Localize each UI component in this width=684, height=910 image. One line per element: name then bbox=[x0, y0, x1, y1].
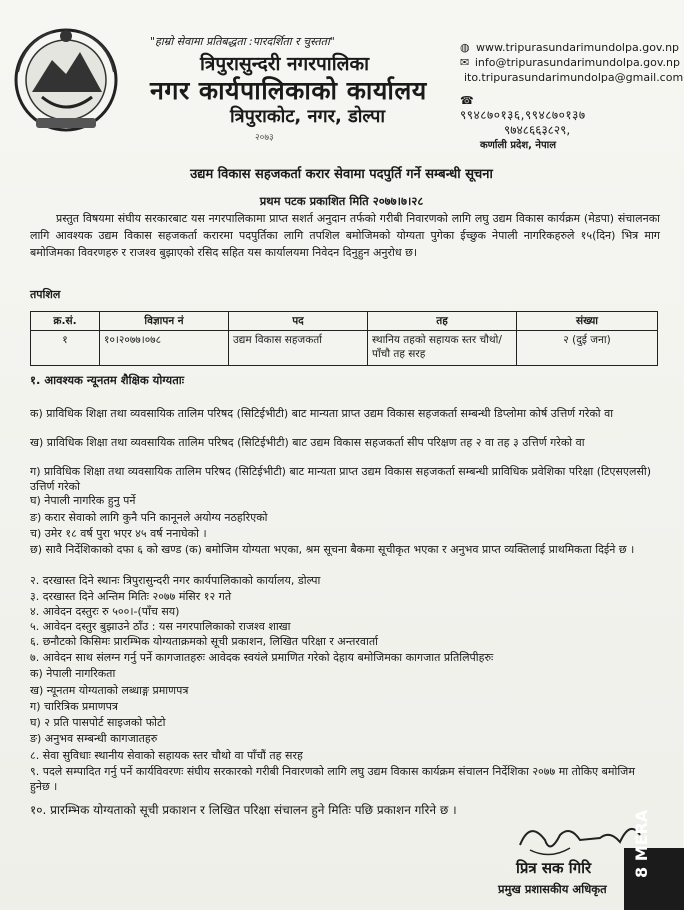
list-item: ङ) अनुभव सम्बन्धी कागजातहरु bbox=[30, 732, 158, 745]
phone-numbers-2: ९७४८६६३८२९, bbox=[504, 123, 571, 137]
list-item: ग) प्राविधिक शिक्षा तथा व्यवसायिक तालिम परिषद (सिटिईभीटी) बाट मान्यता प्राप्त उद्यम विकास सहजकर्ता सम्बन्धी प्राविधिक प्रवेशिका परिक्षा (टिएसएलसी) उत्तिर्ण गरेको bbox=[30, 465, 652, 493]
phone-icon: ☎ bbox=[460, 94, 474, 107]
col-level: तह bbox=[368, 312, 517, 331]
globe-icon: ◍ bbox=[460, 41, 470, 54]
cell-post: उद्यम विकास सहजकर्ता bbox=[229, 331, 368, 366]
table-row bbox=[31, 331, 658, 366]
municipality-name: त्रिपुरासुन्दरी नगरपालिका bbox=[200, 53, 370, 75]
list-item: च) उमेर १८ वर्ष पुरा भएर ४५ वर्ष ननाघेको । bbox=[30, 527, 207, 540]
list-item: ६. छनौटको किसिमः प्रारम्भिक योग्यताक्रमको सूची प्रकाशन, लिखित परिक्षा र अन्तरवार्ता bbox=[30, 635, 378, 648]
camera-watermark bbox=[624, 809, 684, 910]
list-item: ३. दरखास्त दिने अन्तिम मितिः २०७७ मंसिर १२ गते bbox=[30, 590, 232, 603]
motto: "हाम्रो सेवामा प्रतिबद्धता :पारदर्शिता र चुस्तता" bbox=[150, 35, 335, 48]
list-item: ङ) करार सेवाको लागि कुनै पनि कानूनले अयोग्य नठहरिएको bbox=[30, 511, 268, 524]
intro-paragraph: प्रस्तुत विषयमा संघीय सरकारबाट यस नगरपालिकामा प्राप्त सशर्त अनुदान तर्फको गरीबी निवारणको लागि लघु उद्यम विकास कार्यक्रम (मेडपा) संचालनका लागि आवश्यक उद्यम विकास सहजकर्ता करारमा पदपुर्तिका लागि तपशिल बमोजिमको योग्यता पुगेका ईच्छुक नेपाली नागरिकहरुले १५(दिन) भित्र माग बमोजिमका विवरणहरु र राजश्व बुझाएको रसिद सहित यस कार्यालयमा निवेदन दिनुहुन अनुरोध छ। bbox=[30, 212, 660, 259]
list-item: घ) नेपाली नागरिक हुनु पर्ने bbox=[30, 494, 136, 507]
office-address: त्रिपुराकोट, नगर, डोल्पा bbox=[230, 106, 385, 127]
list-item: ख) न्यूनतम योग्यताको लब्धाङ्ग प्रमाणपत्र bbox=[30, 684, 189, 697]
province: कर्णाली प्रदेश, नेपाल bbox=[480, 140, 557, 151]
list-item: छ) सावै निर्देशिकाको दफा ६ को खण्ड (क) बमोजिम योग्यता भएका, श्रम सूचना बैकमा सूचीकृत भएका र अनुभव प्राप्त व्यक्तिलाई प्राथमिकता दिईने छ । bbox=[30, 543, 635, 556]
list-item: ग) चारित्रिक प्रमाणपत्र bbox=[30, 700, 118, 713]
phone-numbers: ९९४८७०१३६,९९४८७०१३७ bbox=[460, 108, 586, 122]
email-link-2[interactable]: ito.tripurasundarimundolpa@gmail.com bbox=[464, 71, 684, 84]
list-item: १०. प्रारम्भिक योग्यताको सूची प्रकाशन र लिखित परिक्षा संचालन हुने मितिः पछि प्रकाशन गरिने छ । bbox=[30, 803, 457, 817]
list-item: २. दरखास्त दिने स्थानः त्रिपुरासुन्दरी नगर कार्यपालिकाको कार्यालय, डोल्पा bbox=[30, 574, 321, 587]
list-item: क) नेपाली नागरिकता bbox=[30, 667, 116, 680]
signatory-name: प्रित्र सक गिरि bbox=[516, 859, 592, 877]
list-item: क) प्राविधिक शिक्षा तथा व्यवसायिक तालिम परिषद (सिटिईभीटी) बाट मान्यता प्राप्त उद्यम विकास सहजकर्ता सम्बन्धी डिप्लोमा कोर्ष उत्तिर्ण गरेको वा bbox=[30, 407, 614, 420]
website-link[interactable]: www.tripurasundarimundolpa.gov.np bbox=[476, 41, 680, 54]
email-icon: ✉ bbox=[460, 56, 470, 69]
office-name: नगर कार्यपालिकाको कार्यालय bbox=[150, 76, 427, 105]
vacancy-table bbox=[30, 311, 658, 366]
col-sn: क्र.सं. bbox=[31, 312, 100, 331]
published-date: प्रथम पटक प्रकाशित मिति २०७७।७।२८ bbox=[259, 194, 424, 208]
details-label: तपशिल bbox=[30, 288, 61, 301]
signatory-title: प्रमुख प्रशासकीय अधिकृत bbox=[498, 882, 607, 896]
list-item: ख) प्राविधिक शिक्षा तथा व्यवसायिक तालिम परिषद (सिटिईभीटी) बाट उद्यम विकास सहजकर्ता सीप परिक्षण तह २ वा तह ३ उत्तिर्ण गरेको वा bbox=[30, 436, 585, 449]
cell-count: २ (दुई जना) bbox=[517, 331, 658, 366]
list-item: ७. आवेदन साथ संलग्न गर्नु पर्ने कागजातहरुः आवेदक स्वयंले प्रमाणित गरेको देहाय बमोजिमका कागजात प्रतिलिपीहरुः bbox=[30, 651, 494, 664]
list-item: ४. आवेदन दस्तुरः रु ५००।-(पाँच सय) bbox=[30, 605, 180, 618]
list-item: ८. सेवा सुविधाः स्थानीय सेवाको सहायक स्तर चौथो वा पाँचौं तह सरह bbox=[30, 749, 303, 762]
cell-level: स्थानिय तहको सहायक स्तर चौथो/ पाँचौ तह सरह bbox=[368, 331, 517, 366]
list-item: ५. आवेदन दस्तुर बुझाउने ठाँउ : यस नगरपालिकाको राजश्व शाखा bbox=[30, 620, 291, 633]
col-ad-no: विज्ञापन नं bbox=[100, 312, 229, 331]
col-post: पद bbox=[229, 312, 368, 331]
email-link[interactable]: info@tripurasundarimundolpa.gov.np bbox=[474, 56, 680, 69]
notice-title: उद्यम विकास सहजकर्ता करार सेवामा पदपुर्ति गर्ने सम्बन्धी सूचना bbox=[190, 167, 493, 182]
stamp-year: २०७३ bbox=[255, 133, 274, 143]
list-item: ९. पदले सम्पादित गर्नु पर्ने कार्यविवरणः संघीय सरकारको गरीबी निवारणको लागि लघु उद्यम विकास कार्यक्रम संचालन निर्देशिका २०७७ मा तोकिए बमोजिम हुनेछ । bbox=[30, 765, 635, 793]
list-item: घ) २ प्रति पासपोर्ट साइजको फोटो bbox=[30, 716, 166, 729]
cell-sn: १ bbox=[31, 331, 100, 366]
watermark-text: 8 MERA bbox=[632, 809, 651, 878]
nepal-emblem-icon bbox=[12, 22, 120, 134]
contact-block bbox=[460, 40, 684, 153]
cell-ad-no: १०।२०७७।०७८ bbox=[100, 331, 229, 366]
col-count: संख्या bbox=[517, 312, 658, 331]
qualification-heading: १. आवश्यक न्यूनतम शैक्षिक योग्यताः bbox=[30, 373, 185, 387]
